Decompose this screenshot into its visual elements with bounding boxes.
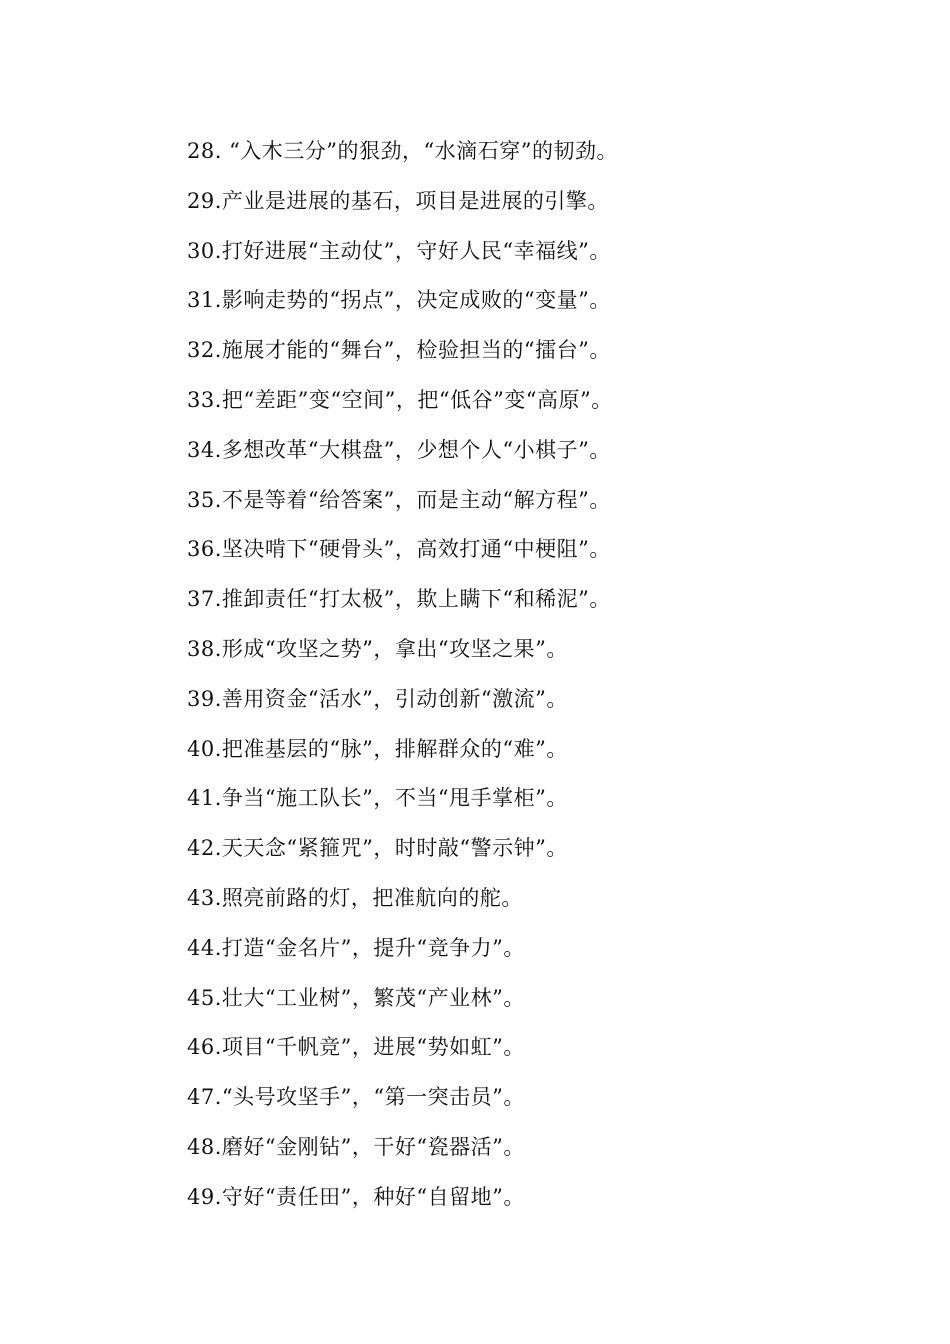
list-item: 34.多想改革“大棋盘”，少想个人“小棋子”。 bbox=[187, 437, 611, 462]
slogan-list bbox=[187, 135, 887, 1231]
list-item: 39.善用资金“活水”，引动创新“激流”。 bbox=[187, 686, 568, 711]
list-item: 35.不是等着“给答案”，而是主动“解方程”。 bbox=[187, 487, 611, 512]
list-item: 48.磨好“金刚钻”，干好“瓷器活”。 bbox=[187, 1134, 525, 1159]
list-item: 28. “入木三分”的狠劲，“水滴石穿”的韧劲。 bbox=[187, 139, 619, 163]
list-item: 45.壮大“工业树”，繁茂“产业林”。 bbox=[187, 985, 525, 1010]
list-item: 42.天天念“紧箍咒”，时时敲“警示钟”。 bbox=[187, 836, 568, 861]
list-item: 43.照亮前路的灯，把准航向的舵。 bbox=[187, 885, 523, 910]
list-item: 46.项目“千帆竞”，进展“势如虹”。 bbox=[187, 1035, 525, 1060]
list-item: 40.把准基层的“脉”，排解群众的“难”。 bbox=[187, 736, 568, 761]
list-item: 44.打造“金名片”，提升“竞争力”。 bbox=[187, 935, 525, 960]
list-item: 30.打好进展“主动仗”，守好人民“幸福线”。 bbox=[187, 238, 611, 263]
list-item: 33.把“差距”变“空间”，把“低谷”变“高原”。 bbox=[187, 387, 613, 412]
list-item: 31.影响走势的“拐点”，决定成败的“变量”。 bbox=[187, 288, 611, 313]
list-item: 29.产业是进展的基石，项目是进展的引擎。 bbox=[187, 188, 609, 213]
list-item: 32.施展才能的“舞台”，检验担当的“擂台”。 bbox=[187, 338, 611, 363]
list-item: 47.“头号攻坚手”，“第一突击员”。 bbox=[187, 1085, 525, 1110]
list-item: 41.争当“施工队长”，不当“甩手掌柜”。 bbox=[187, 786, 568, 811]
list-item: 37.推卸责任“打太极”，欺上瞒下“和稀泥”。 bbox=[187, 587, 611, 612]
list-item: 49.守好“责任田”，种好“自留地”。 bbox=[187, 1184, 525, 1209]
list-item: 36.坚决啃下“硬骨头”，高效打通“中梗阻”。 bbox=[187, 537, 611, 562]
list-item: 38.形成“攻坚之势”，拿出“攻坚之果”。 bbox=[187, 636, 568, 661]
